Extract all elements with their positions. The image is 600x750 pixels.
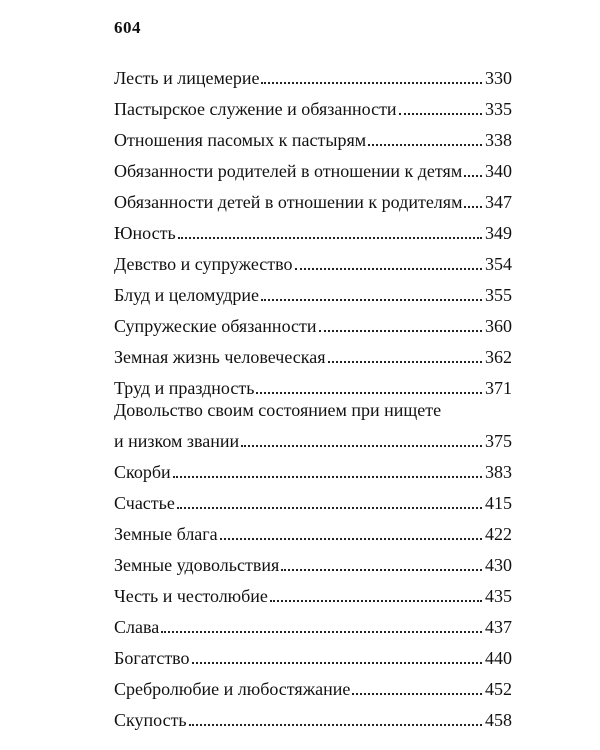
dot-leader [177, 507, 482, 509]
toc-entry-page: 354 [485, 254, 512, 274]
toc-entry [114, 514, 512, 545]
toc-entry-title: Сребролюбие и любостяжание [114, 679, 351, 699]
dot-leader [399, 113, 482, 115]
toc-entry-page: 422 [485, 524, 512, 544]
toc-entry-page: 415 [485, 493, 512, 513]
dot-leader [220, 538, 482, 540]
toc-entry-page: 330 [485, 68, 512, 88]
dot-leader [256, 392, 482, 394]
toc-entry-page: 362 [485, 347, 512, 367]
dot-leader [368, 144, 482, 146]
dot-leader [319, 330, 483, 332]
toc-entry-title: Блуд и целомудрие [114, 285, 260, 305]
toc-entry [114, 700, 512, 731]
toc-entry-title: Обязанности родителей в отношении к детям [114, 161, 463, 181]
toc-entry [114, 120, 512, 151]
dot-leader [328, 361, 483, 363]
toc-entry [114, 213, 512, 244]
toc-entry [114, 452, 512, 483]
toc-entry-title: Слава [114, 617, 160, 637]
toc-entry-title: Скорби [114, 462, 171, 482]
toc-entry-title: Обязанности детей в отношении к родителям [114, 192, 463, 212]
dot-leader [464, 206, 482, 208]
toc-entry [114, 368, 512, 399]
dot-leader [178, 237, 482, 239]
toc-entry-title: Земная жизнь человеческая [114, 347, 326, 367]
toc-entry-title: Счастье [114, 493, 175, 513]
page-number: 604 [114, 18, 141, 37]
toc-entry [114, 638, 512, 669]
toc-entry-title: Пастырское служение и обязанности [114, 99, 397, 119]
toc-entry [114, 399, 512, 452]
toc-entry-page: 371 [485, 378, 512, 398]
dot-leader [281, 569, 482, 571]
toc-entry-title: Земные удовольствия [114, 555, 280, 575]
toc-entry-title: Богатство [114, 648, 190, 668]
dot-leader [173, 476, 482, 478]
toc-entry-title: Скупость [114, 710, 187, 730]
toc-entry [114, 545, 512, 576]
toc-entry-title: Честь и честолюбие [114, 586, 268, 606]
dot-leader [192, 662, 482, 664]
dot-leader [464, 175, 482, 177]
toc-entry-last-line [114, 421, 512, 452]
toc-entry-title: Лесть и лицемерие [114, 68, 260, 88]
toc-entry-page: 452 [485, 679, 512, 699]
toc-entry [114, 58, 512, 89]
toc-entry-title: Супружеские обязанности [114, 316, 317, 336]
toc-entry-title-line1: Довольство своим состоянием при нищете [114, 400, 442, 420]
toc-entry-title: Отношения пасомых к пастырям [114, 130, 367, 150]
toc-entry-page: 347 [485, 192, 512, 212]
toc-entry-page: 360 [485, 316, 512, 336]
toc-entry-page: 340 [485, 161, 512, 181]
toc-entry [114, 337, 512, 368]
toc-entry [114, 182, 512, 213]
toc-entry-page: 437 [485, 617, 512, 637]
toc-entry-page: 383 [485, 462, 512, 482]
toc-entry-title: Земные блага [114, 524, 218, 544]
toc-entry [114, 607, 512, 638]
toc-entry-title: Девство и супружество [114, 254, 293, 274]
toc-entry [114, 275, 512, 306]
toc-entry-page: 458 [485, 710, 512, 730]
toc-entry [114, 151, 512, 182]
dot-leader [295, 268, 482, 270]
table-of-contents [114, 58, 512, 731]
toc-entry-page: 335 [485, 99, 512, 119]
dot-leader [352, 693, 482, 695]
toc-entry-page: 355 [485, 285, 512, 305]
toc-entry [114, 576, 512, 607]
toc-entry-page: 440 [485, 648, 512, 668]
toc-entry [114, 89, 512, 120]
toc-entry [114, 306, 512, 337]
dot-leader [261, 299, 482, 301]
toc-entry [114, 483, 512, 514]
toc-entry-page: 435 [485, 586, 512, 606]
toc-entry-page: 349 [485, 223, 512, 243]
dot-leader [270, 600, 482, 602]
toc-entry [114, 244, 512, 275]
dot-leader [241, 445, 482, 447]
toc-entry-page: 375 [485, 431, 512, 451]
toc-entry-title: Юность [114, 223, 176, 243]
toc-entry-title: Труд и праздность [114, 378, 255, 398]
dot-leader [189, 724, 482, 726]
toc-entry-page: 338 [485, 130, 512, 150]
toc-entry [114, 669, 512, 700]
dot-leader [161, 631, 482, 633]
toc-entry-title-line2: и низком звании [114, 431, 240, 451]
toc-entry-page: 430 [485, 555, 512, 575]
dot-leader [261, 82, 482, 84]
